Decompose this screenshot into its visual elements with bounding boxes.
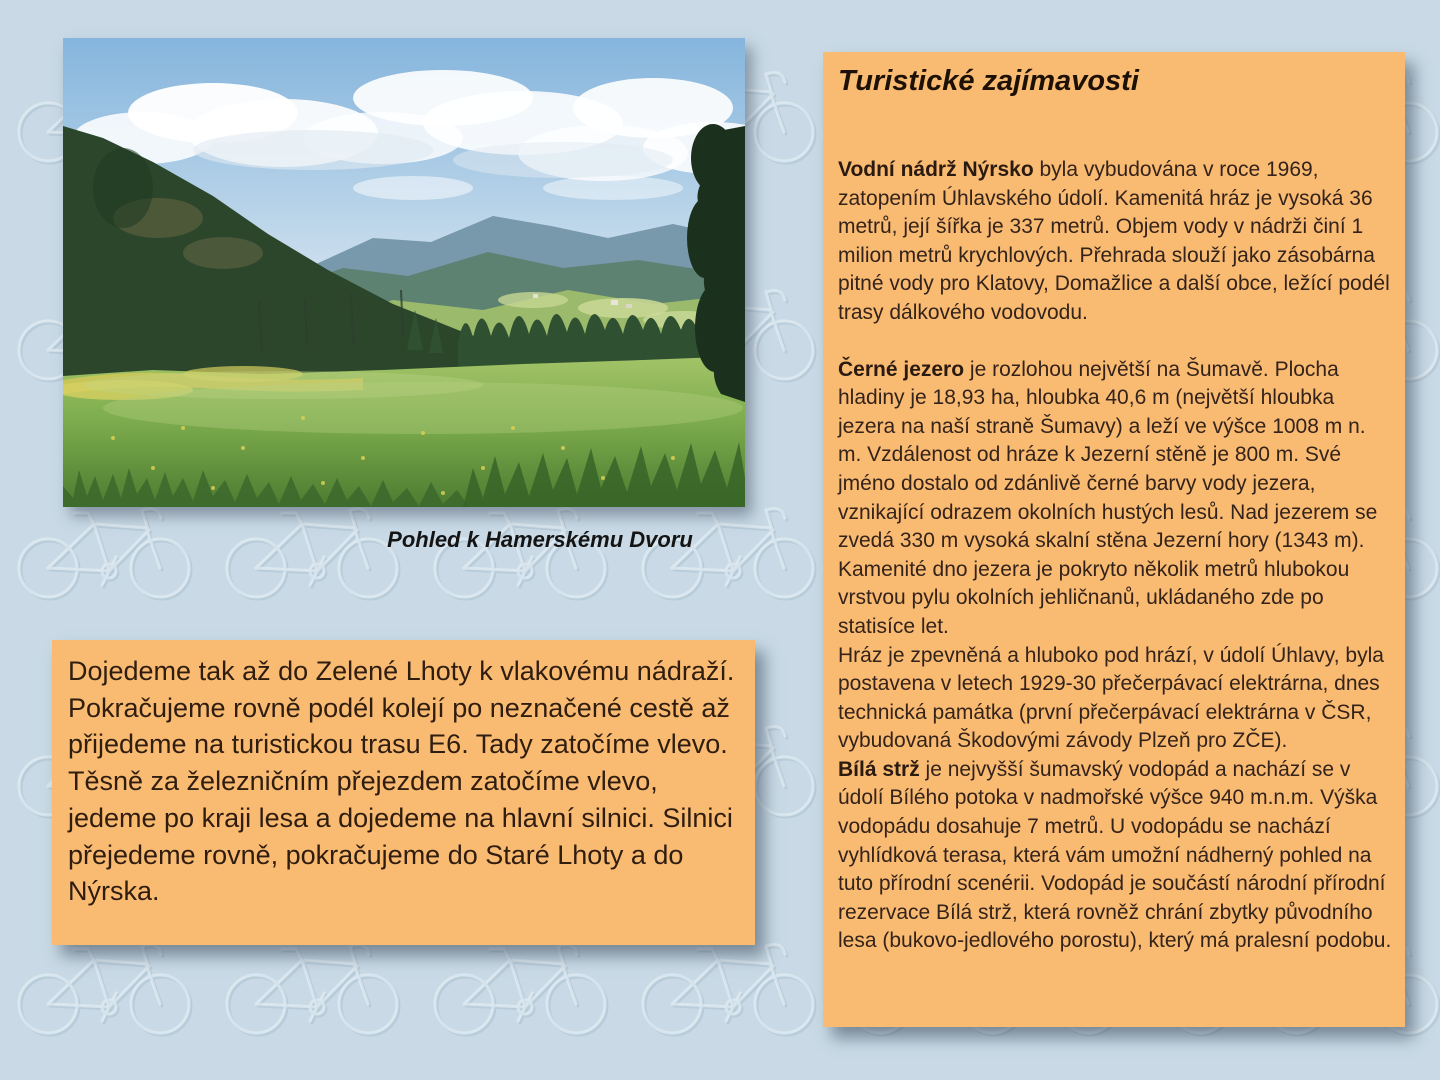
paragraph-text: byla vybudována v roce 1969, zatopením Úhlavského údolí. Kamenitá hráz je vysoká 36 metrů, její šířka je 337 metrů. Objem vody v nádrži činí 1 milion metrů krychlových. Přehrada slouží jako zásobárna pitné vody pro Klatovy, Domažlice a další obce, ležící podél trasy dálkového vodovodu. <box>838 158 1390 324</box>
paragraph-lead: Vodní nádrž Nýrsko <box>838 158 1034 181</box>
landscape-photo-svg <box>63 38 745 507</box>
route-description-text: Dojedeme tak až do Zelené Lhoty k vlakovému nádraží. Pokračujeme rovně podél kolejí po neznačené cestě až přijedeme na turistickou trasu E6. Tady zatočíme vlevo. Těsně za železničním přejezdem zatočíme vlevo, jedeme po kraji lesa a dojedeme na hlavní silnici. Silnici přejedeme rovně, pokračujeme do Staré Lhoty a do Nýrska. <box>68 656 735 907</box>
paragraph-vodni-nadrz-nyrsko <box>838 156 1392 328</box>
route-description-box <box>52 640 755 945</box>
paragraph-bila-strz <box>838 756 1392 956</box>
paragraph-text: je nejvyšší šumavský vodopád a nachází se v údolí Bílého potoka v nadmořské výšce 940 m.n.m. Výška vodopádu dosahuje 7 metrů. U vodopádu se nachází vyhlídková terasa, která vám umožní nádherný pohled na tuto přírodní scenérii. Vodopád je součástí národní přírodní rezervace Bílá strž, která rovněž chrání zbytky původního lesa (bukovo-jedlového porostu), který má pralesní podobu. <box>838 757 1392 953</box>
paragraph-lead: Černé jezero <box>838 357 965 381</box>
panel-title: Turistické zajímavosti <box>838 65 1139 97</box>
paragraph-cerne-jezero <box>838 356 1392 642</box>
tourist-info-panel <box>823 52 1405 1027</box>
photo-caption: Pohled k Hamerskému Dvoru <box>387 527 693 552</box>
paragraph-text: Hráz je zpevněná a hluboko pod hrází, v údolí Úhlavy, byla postavena v letech 1929-30 přečerpávací elektrárna, dnes technická památka (první přečerpávací elektrárna v ČSR, vybudovaná Škodovými závody Plzeň pro ZČE). <box>838 643 1384 753</box>
landscape-photo <box>63 38 745 507</box>
paragraph-text: je rozlohou největší na Šumavě. Plocha hladiny je 18,93 ha, hloubka 40,6 m (největší hloubka jezera na naší straně Šumavy) a leží ve výšce 1008 m n. m. Vzdálenost od hráze k Jezerní stěně je 800 m. Své jméno dostalo od zdánlivě černé barvy vody jezera, vznikající odrazem okolních hustých lesů. Nad jezerem se zvedá 330 m vysoká skalní stěna Jezerní hory (1343 m). Kamenité dno jezera je pokryto několik metrů hlubokou vrstvou pylu okolních jehličnanů, ukládaného zde po statisíce let. <box>838 357 1378 638</box>
paragraph-lead: Bílá strž <box>838 757 920 781</box>
paragraph-hraz <box>838 642 1392 756</box>
